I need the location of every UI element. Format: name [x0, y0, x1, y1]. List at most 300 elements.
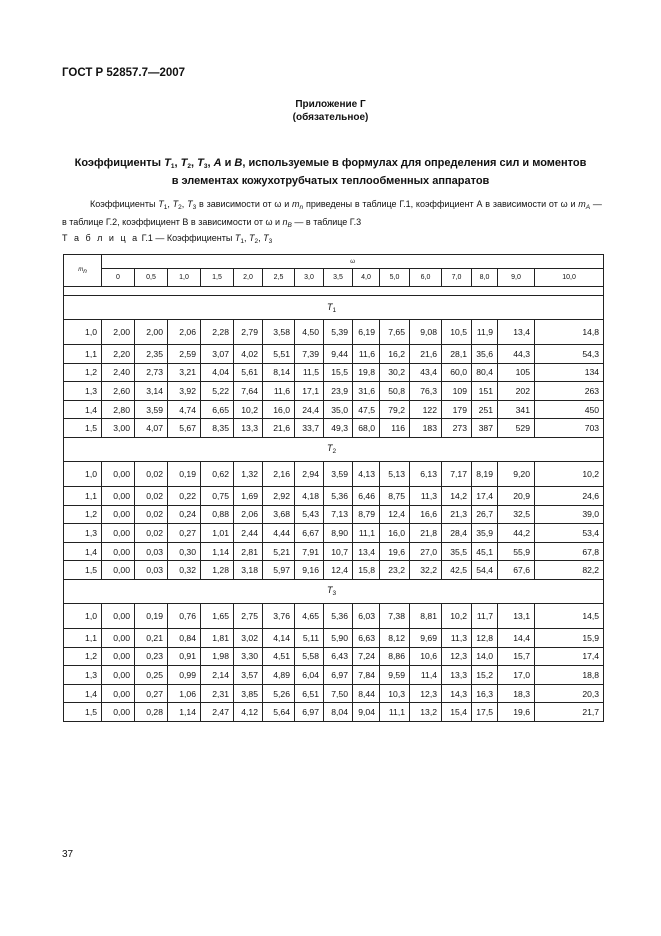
coefficient-cell: 450: [535, 400, 604, 419]
coefficient-cell: 67,6: [498, 561, 535, 580]
coefficient-cell: 8,86: [380, 647, 410, 666]
mn-value: 1,3: [64, 666, 102, 685]
coefficient-cell: 8,12: [380, 628, 410, 647]
coefficient-cell: 15,2: [472, 666, 498, 685]
table-row: [64, 647, 604, 666]
mn-value: 1,4: [64, 400, 102, 419]
mn-value: 1,2: [64, 505, 102, 524]
coefficient-cell: 15,8: [353, 561, 380, 580]
mn-value: 1,0: [64, 603, 102, 628]
table-caption: Т а б л и ц а Г.1 — Коэффициенты $T_1$, $T_2$, $T_3$: [62, 233, 273, 245]
coefficient-cell: 16,0: [263, 400, 295, 419]
coefficient-cell: 2,79: [234, 320, 263, 345]
coefficient-cell: 1,14: [201, 542, 234, 561]
coefficient-cell: 11,1: [353, 524, 380, 543]
table-row: [64, 628, 604, 647]
coefficient-cell: 0,28: [135, 703, 168, 722]
table-row: [64, 603, 604, 628]
coefficient-cell: 0,27: [168, 524, 201, 543]
omega-column-header: 3,0: [295, 269, 324, 287]
coefficient-cell: 4,13: [353, 461, 380, 486]
coefficient-cell: 6,97: [295, 703, 324, 722]
coefficient-cell: 1,28: [201, 561, 234, 580]
coefficient-cell: 273: [442, 419, 472, 438]
coefficient-cell: 0,02: [135, 505, 168, 524]
coefficient-cell: 0,00: [102, 524, 135, 543]
coefficient-cell: 8,75: [380, 486, 410, 505]
coefficient-cell: 3,00: [102, 419, 135, 438]
coefficients-table: [63, 254, 604, 722]
coefficient-cell: 68,0: [353, 419, 380, 438]
coefficient-cell: 55,9: [498, 542, 535, 561]
coefficient-cell: 17,5: [472, 703, 498, 722]
coefficient-cell: 14,3: [442, 684, 472, 703]
coefficient-cell: 0,02: [135, 524, 168, 543]
mn-value: 1,3: [64, 524, 102, 543]
coefficient-cell: 60,0: [442, 363, 472, 382]
coefficient-cell: 14,8: [535, 320, 604, 345]
coefficient-cell: 8,44: [353, 684, 380, 703]
coefficient-cell: 10,5: [442, 320, 472, 345]
coefficient-cell: 19,6: [380, 542, 410, 561]
coefficient-cell: 2,00: [102, 320, 135, 345]
coefficient-cell: 151: [472, 382, 498, 401]
coefficient-cell: 2,73: [135, 363, 168, 382]
coefficient-cell: 7,64: [234, 382, 263, 401]
table-row: [64, 524, 604, 543]
table-row: [64, 400, 604, 419]
coefficient-cell: 19,6: [498, 703, 535, 722]
coefficient-cell: 105: [498, 363, 535, 382]
coefficient-cell: 5,26: [263, 684, 295, 703]
coefficient-cell: 11,7: [472, 603, 498, 628]
coefficient-cell: 28,1: [442, 345, 472, 364]
coefficient-cell: 3,85: [234, 684, 263, 703]
coefficient-cell: 11,1: [380, 703, 410, 722]
coefficient-cell: 5,90: [324, 628, 353, 647]
coefficient-cell: 387: [472, 419, 498, 438]
coefficient-cell: 13,2: [410, 703, 442, 722]
coefficient-cell: 14,2: [442, 486, 472, 505]
coefficient-cell: 8,90: [324, 524, 353, 543]
coefficient-cell: 13,3: [234, 419, 263, 438]
mn-value: 1,0: [64, 320, 102, 345]
omega-column-header: 0: [102, 269, 135, 287]
coefficient-cell: 7,13: [324, 505, 353, 524]
coefficient-cell: 0,99: [168, 666, 201, 685]
header-spacer: [64, 287, 604, 296]
row-header-mn: $m_n$: [64, 255, 102, 287]
coefficient-cell: 23,2: [380, 561, 410, 580]
table-row: [64, 461, 604, 486]
coefficient-cell: 122: [410, 400, 442, 419]
coefficient-cell: 44,3: [498, 345, 535, 364]
coefficient-cell: 17,1: [295, 382, 324, 401]
coefficient-cell: 21,6: [263, 419, 295, 438]
coefficient-cell: 14,0: [472, 647, 498, 666]
coefficient-cell: 10,6: [410, 647, 442, 666]
coefficient-cell: 0,21: [135, 628, 168, 647]
coefficient-cell: 2,14: [201, 666, 234, 685]
omega-column-header: 3,5: [324, 269, 353, 287]
table-row: [64, 666, 604, 685]
coefficient-cell: 10,2: [442, 603, 472, 628]
coefficient-cell: 4,44: [263, 524, 295, 543]
omega-header: ω: [102, 255, 604, 269]
coefficient-cell: 2,06: [234, 505, 263, 524]
table-row: [64, 486, 604, 505]
mn-value: 1,1: [64, 486, 102, 505]
coefficient-cell: 3,59: [324, 461, 353, 486]
coefficient-cell: 0,27: [135, 684, 168, 703]
coefficient-cell: 18,8: [535, 666, 604, 685]
appendix-title: Приложение Г: [295, 99, 366, 110]
coefficient-cell: 2,06: [168, 320, 201, 345]
coefficient-cell: 5,13: [380, 461, 410, 486]
coefficient-cell: 1,06: [168, 684, 201, 703]
coefficient-cell: 2,59: [168, 345, 201, 364]
coefficient-cell: 82,2: [535, 561, 604, 580]
coefficient-cell: 0,23: [135, 647, 168, 666]
coefficient-cell: 183: [410, 419, 442, 438]
coefficient-cell: 35,0: [324, 400, 353, 419]
coefficient-cell: 15,7: [498, 647, 535, 666]
coefficient-cell: 0,62: [201, 461, 234, 486]
coefficient-cell: 2,00: [135, 320, 168, 345]
appendix-status: (обязательное): [292, 112, 369, 123]
table-row: [64, 345, 604, 364]
coefficient-cell: 4,65: [295, 603, 324, 628]
coefficient-cell: 0,00: [102, 684, 135, 703]
coefficient-cell: 11,3: [442, 628, 472, 647]
coefficient-cell: 3,02: [234, 628, 263, 647]
coefficient-cell: 0,02: [135, 486, 168, 505]
coefficient-cell: 20,3: [535, 684, 604, 703]
coefficient-cell: 0,00: [102, 542, 135, 561]
coefficient-cell: 116: [380, 419, 410, 438]
coefficient-cell: 5,36: [324, 486, 353, 505]
coefficient-cell: 31,6: [353, 382, 380, 401]
coefficient-cell: 2,60: [102, 382, 135, 401]
page-number: 37: [62, 849, 74, 860]
coefficient-cell: 45,1: [472, 542, 498, 561]
coefficient-cell: 9,16: [295, 561, 324, 580]
section-label: $T_3$: [64, 579, 604, 603]
omega-column-header: 9,0: [498, 269, 535, 287]
coefficient-cell: 0,00: [102, 603, 135, 628]
coefficient-cell: 7,38: [380, 603, 410, 628]
coefficient-cell: 5,22: [201, 382, 234, 401]
coefficient-cell: 4,07: [135, 419, 168, 438]
coefficient-cell: 263: [535, 382, 604, 401]
coefficient-cell: 1,65: [201, 603, 234, 628]
coefficient-cell: 14,5: [535, 603, 604, 628]
coefficient-cell: 2,20: [102, 345, 135, 364]
omega-column-header: 0,5: [135, 269, 168, 287]
coefficient-cell: 3,57: [234, 666, 263, 685]
coefficient-cell: 0,75: [201, 486, 234, 505]
omega-column-header: 2,0: [234, 269, 263, 287]
coefficient-cell: 39,0: [535, 505, 604, 524]
coefficient-cell: 1,14: [168, 703, 201, 722]
coefficient-cell: 53,4: [535, 524, 604, 543]
coefficient-cell: 4,12: [234, 703, 263, 722]
coefficient-cell: 0,88: [201, 505, 234, 524]
coefficient-cell: 16,0: [380, 524, 410, 543]
coefficient-cell: 8,04: [324, 703, 353, 722]
coefficient-cell: 4,04: [201, 363, 234, 382]
coefficient-cell: 9,44: [324, 345, 353, 364]
coefficient-cell: 12,8: [472, 628, 498, 647]
coefficient-cell: 7,65: [380, 320, 410, 345]
mn-value: 1,5: [64, 561, 102, 580]
coefficient-cell: 6,51: [295, 684, 324, 703]
coefficient-cell: 3,21: [168, 363, 201, 382]
coefficient-cell: 2,44: [234, 524, 263, 543]
coefficient-cell: 9,04: [353, 703, 380, 722]
coefficient-cell: 5,61: [234, 363, 263, 382]
coefficient-cell: 1,81: [201, 628, 234, 647]
coefficient-cell: 67,8: [535, 542, 604, 561]
coefficient-cell: 8,35: [201, 419, 234, 438]
coefficient-cell: 35,5: [442, 542, 472, 561]
table-row: [64, 542, 604, 561]
coefficient-cell: 5,21: [263, 542, 295, 561]
mn-value: 1,2: [64, 363, 102, 382]
omega-column-header: 6,0: [410, 269, 442, 287]
coefficient-cell: 5,58: [295, 647, 324, 666]
coefficient-cell: 23,9: [324, 382, 353, 401]
coefficient-cell: 11,6: [353, 345, 380, 364]
mn-value: 1,4: [64, 684, 102, 703]
coefficient-cell: 2,31: [201, 684, 234, 703]
coefficient-cell: 0,00: [102, 505, 135, 524]
coefficient-cell: 6,97: [324, 666, 353, 685]
coefficient-cell: 0,24: [168, 505, 201, 524]
section-label: $T_2$: [64, 437, 604, 461]
coefficient-cell: 16,6: [410, 505, 442, 524]
coefficient-cell: 35,9: [472, 524, 498, 543]
coefficient-cell: 0,00: [102, 647, 135, 666]
coefficient-cell: 10,3: [380, 684, 410, 703]
omega-column-header: 10,0: [535, 269, 604, 287]
coefficient-cell: 4,51: [263, 647, 295, 666]
coefficient-cell: 0,22: [168, 486, 201, 505]
section-header-row: [64, 437, 604, 461]
coefficient-cell: 7,91: [295, 542, 324, 561]
coefficient-cell: 10,2: [234, 400, 263, 419]
coefficient-cell: 5,43: [295, 505, 324, 524]
coefficient-cell: 0,19: [135, 603, 168, 628]
coefficient-cell: 1,98: [201, 647, 234, 666]
coefficient-cell: 0,25: [135, 666, 168, 685]
omega-column-header: 2,5: [263, 269, 295, 287]
table-row: [64, 419, 604, 438]
coefficient-cell: 50,8: [380, 382, 410, 401]
coefficient-cell: 2,80: [102, 400, 135, 419]
coefficient-cell: 5,39: [324, 320, 353, 345]
coefficient-cell: 2,75: [234, 603, 263, 628]
coefficient-cell: 3,07: [201, 345, 234, 364]
coefficient-cell: 0,03: [135, 542, 168, 561]
coefficient-cell: 21,3: [442, 505, 472, 524]
omega-column-header: 1,5: [201, 269, 234, 287]
coefficient-cell: 24,4: [295, 400, 324, 419]
omega-column-header: 7,0: [442, 269, 472, 287]
table-row: [64, 703, 604, 722]
coefficient-cell: 2,35: [135, 345, 168, 364]
coefficient-cell: 16,3: [472, 684, 498, 703]
coefficient-cell: 15,5: [324, 363, 353, 382]
coefficient-cell: 0,19: [168, 461, 201, 486]
coefficient-cell: 43,4: [410, 363, 442, 382]
coefficient-cell: 3,58: [263, 320, 295, 345]
coefficient-cell: 6,13: [410, 461, 442, 486]
omega-column-header: 1,0: [168, 269, 201, 287]
coefficient-cell: 5,11: [295, 628, 324, 647]
coefficient-cell: 5,97: [263, 561, 295, 580]
coefficient-cell: 6,43: [324, 647, 353, 666]
table-row: [64, 320, 604, 345]
coefficient-cell: 202: [498, 382, 535, 401]
coefficient-cell: 3,76: [263, 603, 295, 628]
coefficient-cell: 27,0: [410, 542, 442, 561]
coefficient-cell: 6,19: [353, 320, 380, 345]
coefficient-cell: 13,4: [353, 542, 380, 561]
coefficient-cell: 10,2: [535, 461, 604, 486]
coefficient-cell: 0,02: [135, 461, 168, 486]
coefficient-cell: 2,40: [102, 363, 135, 382]
coefficient-cell: 12,4: [324, 561, 353, 580]
coefficient-cell: 11,6: [263, 382, 295, 401]
table-row: [64, 505, 604, 524]
omega-column-header: 8,0: [472, 269, 498, 287]
table-row: [64, 382, 604, 401]
document-code: ГОСТ Р 52857.7—2007: [62, 67, 186, 79]
coefficient-cell: 28,4: [442, 524, 472, 543]
coefficient-cell: 5,36: [324, 603, 353, 628]
coefficient-cell: 703: [535, 419, 604, 438]
coefficient-cell: 9,20: [498, 461, 535, 486]
coefficient-cell: 32,5: [498, 505, 535, 524]
coefficient-cell: 9,08: [410, 320, 442, 345]
coefficient-cell: 12,4: [380, 505, 410, 524]
mn-value: 1,1: [64, 345, 102, 364]
coefficient-cell: 4,02: [234, 345, 263, 364]
mn-value: 1,5: [64, 419, 102, 438]
coefficient-cell: 4,18: [295, 486, 324, 505]
coefficient-cell: 2,47: [201, 703, 234, 722]
coefficient-cell: 17,4: [535, 647, 604, 666]
coefficient-cell: 35,6: [472, 345, 498, 364]
coefficient-cell: 0,84: [168, 628, 201, 647]
coefficient-cell: 17,4: [472, 486, 498, 505]
section-title-line-1: Коэффициенты $T_1$, $T_2$, $T_3$, A и B, используемые в формулах для определения сил и моментов: [74, 157, 587, 170]
coefficient-cell: 2,92: [263, 486, 295, 505]
coefficient-cell: 15,4: [442, 703, 472, 722]
coefficient-cell: 7,17: [442, 461, 472, 486]
mn-value: 1,3: [64, 382, 102, 401]
omega-column-header: 5,0: [380, 269, 410, 287]
coefficient-cell: 0,00: [102, 666, 135, 685]
coefficient-cell: 21,8: [410, 524, 442, 543]
coefficient-cell: 6,03: [353, 603, 380, 628]
mn-value: 1,5: [64, 703, 102, 722]
coefficient-cell: 2,94: [295, 461, 324, 486]
mn-value: 1,0: [64, 461, 102, 486]
coefficient-cell: 6,04: [295, 666, 324, 685]
coefficient-cell: 32,2: [410, 561, 442, 580]
coefficient-cell: 3,30: [234, 647, 263, 666]
coefficient-cell: 79,2: [380, 400, 410, 419]
section-header-row: [64, 579, 604, 603]
coefficient-cell: 12,3: [410, 684, 442, 703]
coefficient-cell: 2,16: [263, 461, 295, 486]
coefficient-cell: 7,50: [324, 684, 353, 703]
coefficient-cell: 12,3: [442, 647, 472, 666]
coefficient-cell: 3,14: [135, 382, 168, 401]
mn-value: 1,4: [64, 542, 102, 561]
coefficient-cell: 11,9: [472, 320, 498, 345]
coefficient-cell: 19,8: [353, 363, 380, 382]
coefficient-cell: 15,9: [535, 628, 604, 647]
coefficient-cell: 21,6: [410, 345, 442, 364]
coefficient-cell: 3,92: [168, 382, 201, 401]
coefficient-cell: 4,74: [168, 400, 201, 419]
coefficient-cell: 9,59: [380, 666, 410, 685]
coefficient-cell: 0,00: [102, 486, 135, 505]
coefficient-cell: 47,5: [353, 400, 380, 419]
coefficient-cell: 7,39: [295, 345, 324, 364]
coefficient-cell: 9,69: [410, 628, 442, 647]
coefficient-cell: 0,76: [168, 603, 201, 628]
coefficient-cell: 10,7: [324, 542, 353, 561]
appendix-heading: [0, 98, 661, 124]
coefficient-cell: 13,1: [498, 603, 535, 628]
coefficient-cell: 76,3: [410, 382, 442, 401]
coefficient-cell: 3,68: [263, 505, 295, 524]
coefficient-cell: 1,69: [234, 486, 263, 505]
section-title-line-2: в элементах кожухотрубчатых теплообменных аппаратов: [171, 175, 490, 187]
coefficient-cell: 4,14: [263, 628, 295, 647]
mn-value: 1,2: [64, 647, 102, 666]
coefficient-cell: 44,2: [498, 524, 535, 543]
coefficient-cell: 8,81: [410, 603, 442, 628]
coefficient-cell: 11,3: [410, 486, 442, 505]
coefficient-cell: 6,63: [353, 628, 380, 647]
table-row: [64, 363, 604, 382]
coefficient-cell: 1,32: [234, 461, 263, 486]
coefficient-cell: 16,2: [380, 345, 410, 364]
coefficient-cell: 3,18: [234, 561, 263, 580]
coefficient-cell: 8,14: [263, 363, 295, 382]
coefficient-cell: 7,84: [353, 666, 380, 685]
section-header-row: [64, 296, 604, 320]
coefficient-cell: 5,51: [263, 345, 295, 364]
coefficient-cell: 21,7: [535, 703, 604, 722]
coefficient-cell: 251: [472, 400, 498, 419]
coefficient-cell: 18,3: [498, 684, 535, 703]
mn-value: 1,1: [64, 628, 102, 647]
coefficient-cell: 13,4: [498, 320, 535, 345]
coefficient-cell: 6,46: [353, 486, 380, 505]
coefficient-cell: 0,91: [168, 647, 201, 666]
coefficient-cell: 0,00: [102, 703, 135, 722]
coefficient-cell: 3,59: [135, 400, 168, 419]
coefficient-cell: 13,3: [442, 666, 472, 685]
coefficient-cell: 20,9: [498, 486, 535, 505]
coefficient-cell: 0,30: [168, 542, 201, 561]
